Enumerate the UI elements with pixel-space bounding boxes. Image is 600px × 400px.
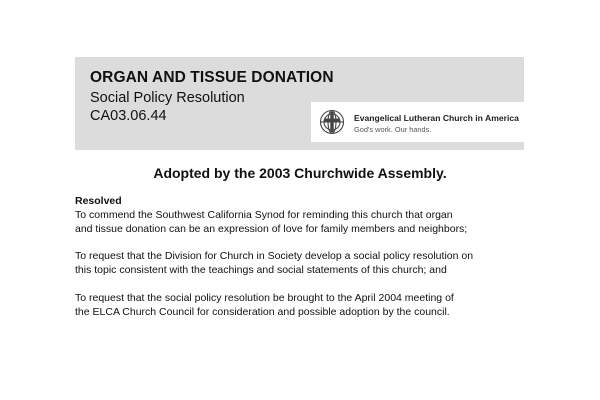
resolution-line: To request that the social policy resolution be brought to the April 2004 meeting of: [75, 292, 454, 304]
adoption-heading: Adopted by the 2003 Churchwide Assembly.: [153, 165, 447, 181]
resolution-paragraph: [75, 291, 535, 319]
resolution-paragraph: [75, 249, 535, 277]
elca-logo-name: Evangelical Lutheran Church in America: [354, 113, 519, 123]
resolution-line: this topic consistent with the teachings and social statements of this church; and: [75, 264, 447, 276]
document-subtitle: Social Policy Resolution: [90, 90, 245, 106]
resolution-line: and tissue donation can be an expression of love for family members and neighbors;: [75, 223, 468, 235]
resolution-line: To request that the Division for Church in Society develop a social policy resolution on: [75, 250, 474, 262]
resolved-label: Resolved: [75, 195, 122, 207]
elca-logo: [311, 102, 524, 142]
resolution-line: the ELCA Church Council for consideration and possible adoption by the council.: [75, 306, 450, 318]
elca-cross-globe-icon: [319, 109, 345, 135]
elca-logo-tagline: God's work. Our hands.: [354, 125, 432, 134]
document-header: [75, 57, 524, 150]
resolution-paragraph: [75, 208, 535, 236]
resolution-line: To commend the Southwest California Synod for reminding this church that organ: [75, 209, 453, 221]
document-code: CA03.06.44: [90, 108, 167, 124]
document-title: ORGAN AND TISSUE DONATION: [90, 69, 334, 86]
